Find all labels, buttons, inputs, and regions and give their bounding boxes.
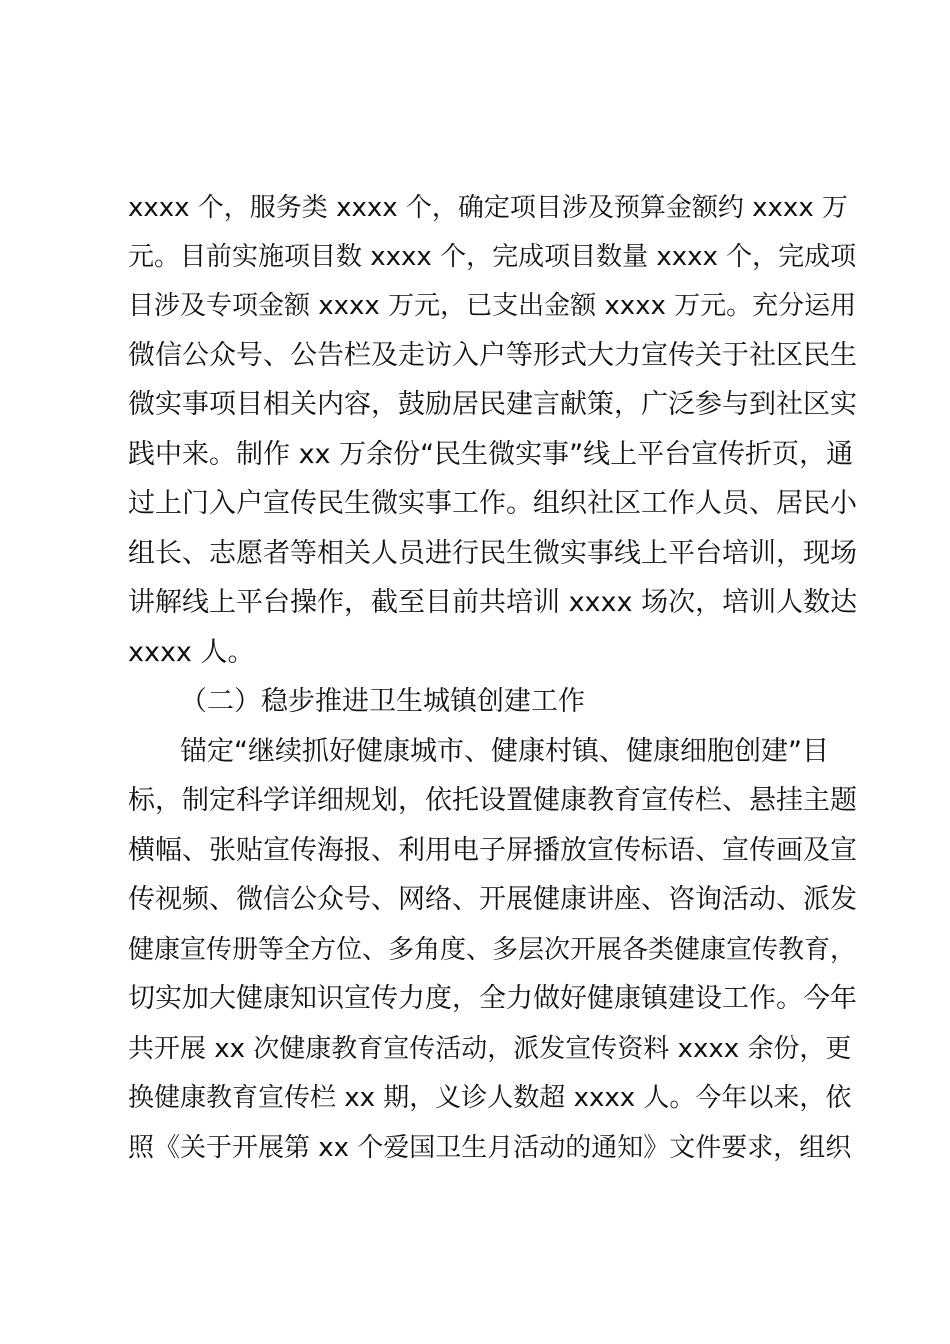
text-line: 标，制定科学详细规划，依托设置健康教育宣传栏、悬挂主题 [128,785,857,816]
text-line: 讲解线上平台操作，截至目前共培训 xxxx 场次，培训人数达 [128,587,858,618]
text-line: 共开展 xx 次健康教育宣传活动，派发宣传资料 xxxx 余份，更 [128,1034,852,1064]
text-line: 横幅、张贴宣传海报、利用电子屏播放宣传标语、宣传画及宣 [128,835,857,866]
text-line: 过上门入户宣传民生微实事工作。组织社区工作人员、居民小 [128,488,857,519]
text-line: xxxx 人。 [128,637,255,668]
text-line: 微信公众号、公告栏及走访入户等形式大力宣传关于社区民生 [128,340,857,371]
text-line: 换健康教育宣传栏 xx 期，义诊人数超 xxxx 人。今年以来，依 [128,1083,852,1113]
text-line: 践中来。制作 xx 万余份“民生微实事”线上平台宣传折页，通 [128,439,854,470]
section-heading: （二）稳步推进卫生城镇创建工作 [180,686,585,717]
text-line: 元。目前实施项目数 xxxx 个，完成项目数量 xxxx 个，完成项 [128,242,857,272]
text-line: 传视频、微信公众号、网络、开展健康讲座、咨询活动、派发 [128,884,857,915]
text-line: 目涉及专项金额 xxxx 万元，已支出金额 xxxx 万元。充分运用 [128,291,857,321]
text-line: 切实加大健康知识宣传力度，全力做好健康镇建设工作。今年 [128,983,857,1014]
text-line: 组长、志愿者等相关人员进行民生微实事线上平台培训，现场 [128,538,857,569]
text-line: 健康宣传册等全方位、多角度、多层次开展各类健康宣传教育， [128,935,857,965]
text-line: xxxx 个，服务类 xxxx 个，确定项目涉及预算金额约 xxxx 万 [128,193,848,223]
text-line: 微实事项目相关内容，鼓励居民建言献策，广泛参与到社区实 [128,389,857,420]
text-line: 照《关于开展第 xx 个爱国卫生月活动的通知》文件要求，组织 [128,1133,852,1163]
text-line: 锚定“继续抓好健康城市、健康村镇、健康细胞创建”目 [180,736,829,767]
